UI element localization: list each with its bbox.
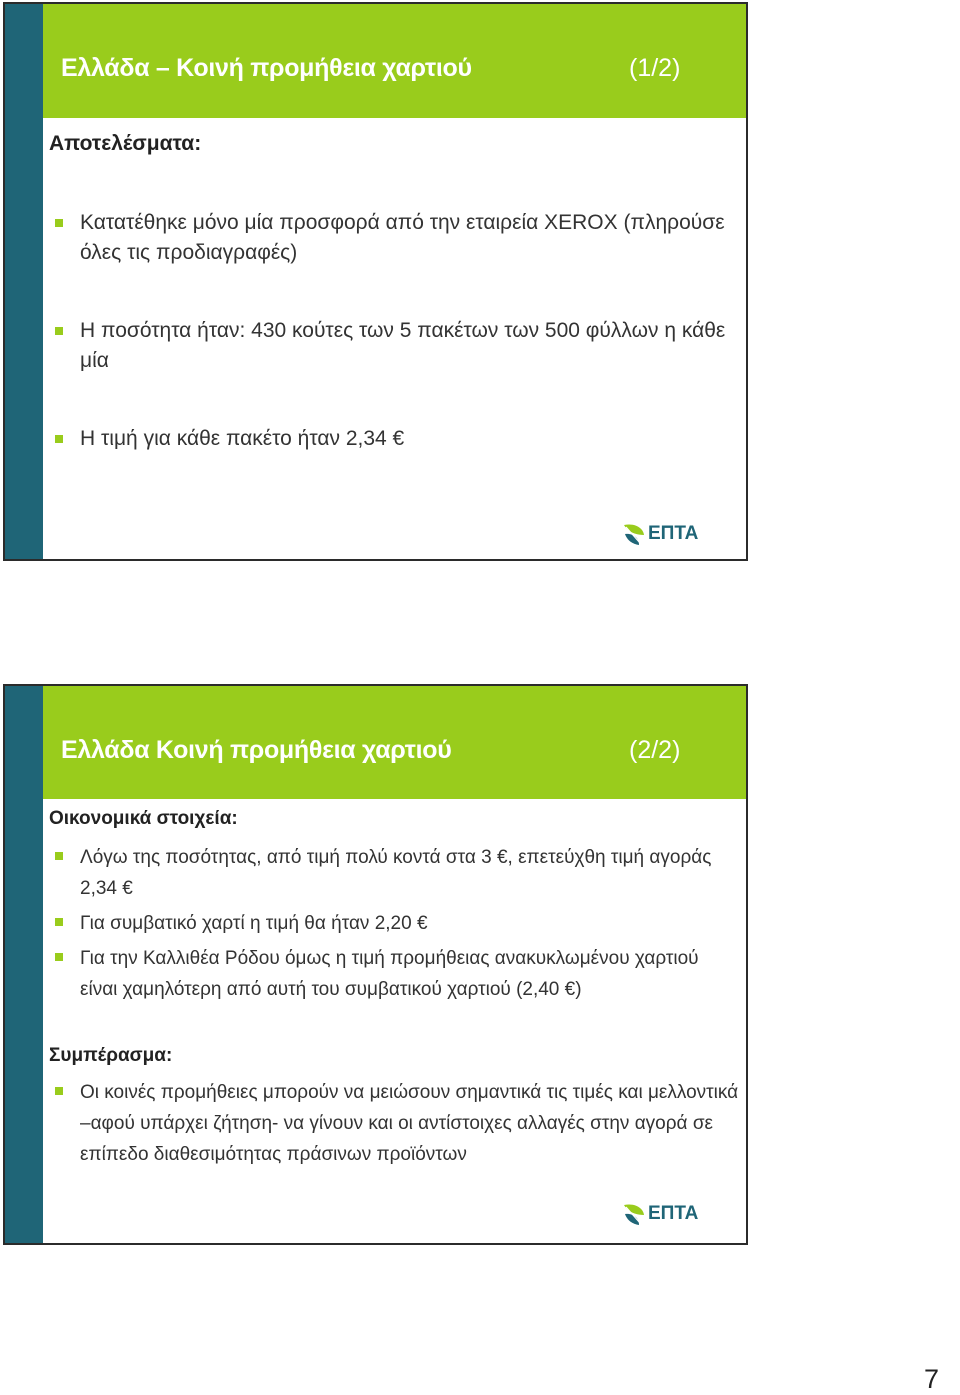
bullet-list xyxy=(49,208,741,454)
list-item xyxy=(49,943,741,1005)
list-item xyxy=(49,316,741,376)
section-heading: Αποτελέσματα: xyxy=(49,132,202,155)
bullet-text: Για την Καλλιθέα Ρόδου όμως η τιμή προμήθειας ανακυκλωμένου χαρτιού είναι χαμηλότερη από αυτή του συμβατικού χαρτιού (2,40 €) xyxy=(80,948,699,1000)
bullet-square-icon xyxy=(55,327,63,335)
logo-text: ΕΠΤΑ xyxy=(648,523,699,544)
list-item xyxy=(49,208,741,268)
section-heading: Οικονομικά στοιχεία: xyxy=(49,808,238,829)
section-heading: Συμπέρασμα: xyxy=(49,1045,173,1066)
slide-sidebar xyxy=(5,4,43,559)
epta-logo xyxy=(622,1201,706,1229)
slide-1 xyxy=(3,2,748,561)
slide-title: Ελλάδα – Κοινή προμήθεια χαρτιού xyxy=(61,54,472,82)
bullet-square-icon xyxy=(55,435,63,443)
bullet-text: Κατατέθηκε μόνο μία προσφορά από την εταιρεία XEROX (πληρούσε όλες τις προδιαγραφές) xyxy=(80,211,725,264)
logo-text: ΕΠΤΑ xyxy=(648,1203,699,1224)
bullet-square-icon xyxy=(55,219,63,227)
page-number: 7 xyxy=(924,1364,940,1394)
bullet-square-icon xyxy=(55,852,63,860)
list-item xyxy=(49,424,741,454)
bullet-text: Η ποσότητα ήταν: 430 κούτες των 5 πακέτων των 500 φύλλων η κάθε μία xyxy=(80,319,726,372)
bullet-text: Οι κοινές προμήθειες μπορούν να μειώσουν σημαντικά τις τιμές και μελλοντικά –αφού υπάρχει ζήτηση- να γίνουν και οι αντίστοιχες αλλαγές στην αγορά σε επίπεδο διαθεσιμότητας πράσινων προϊόντων xyxy=(80,1082,739,1165)
bullet-text: Λόγω της ποσότητας, από τιμή πολύ κοντά στα 3 €, επετεύχθη τιμή αγοράς 2,34 € xyxy=(80,847,712,899)
bullet-list xyxy=(49,842,741,1005)
slide-title: Ελλάδα Κοινή προμήθεια χαρτιού xyxy=(61,736,452,764)
slide-pager: (2/2) xyxy=(629,736,681,764)
leaf-logo-icon xyxy=(622,1202,648,1228)
list-item xyxy=(49,908,741,939)
list-item xyxy=(49,1077,741,1170)
bullet-square-icon xyxy=(55,1087,63,1095)
bullet-text: Για συμβατικό χαρτί η τιμή θα ήταν 2,20 € xyxy=(80,913,428,934)
leaf-logo-icon xyxy=(622,522,648,548)
list-item xyxy=(49,842,741,904)
bullet-text: Η τιμή για κάθε πακέτο ήταν 2,34 € xyxy=(80,427,405,450)
slide-pager: (1/2) xyxy=(629,54,681,82)
epta-logo xyxy=(622,521,706,549)
slide-sidebar xyxy=(5,686,43,1243)
bullet-square-icon xyxy=(55,918,63,926)
bullet-list xyxy=(49,1077,741,1170)
bullet-square-icon xyxy=(55,953,63,961)
slide-2 xyxy=(3,684,748,1245)
